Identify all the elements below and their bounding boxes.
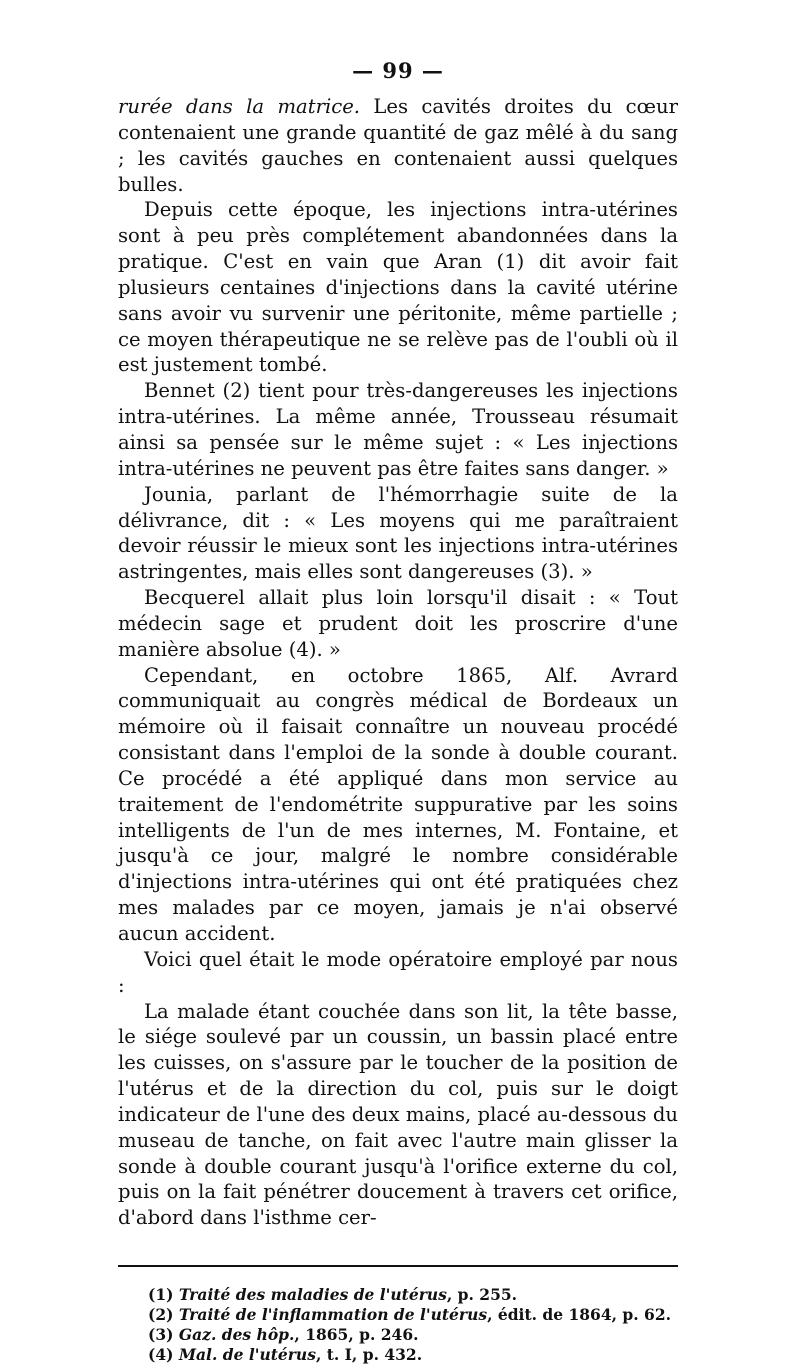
footnote-2-title: Traité de l'inflammation de l'utérus xyxy=(178,1305,488,1325)
footnote-1-number: (1) xyxy=(148,1285,179,1305)
footnote-4 xyxy=(148,1345,678,1365)
footnotes xyxy=(118,1285,678,1365)
paragraph-1 xyxy=(118,94,678,197)
footnote-4-title: Mal. de l'utérus xyxy=(178,1345,316,1365)
footnote-divider xyxy=(118,1265,678,1267)
paragraph-1-italic: rurée dans la matrice. xyxy=(118,95,361,118)
paragraph-8: La malade étant couchée dans son lit, la tête basse, le siége soulevé par un coussin, un bassin placé entre les cuisses, on s'assure par le toucher de la position de l'utérus et de la direction du col, puis sur le doigt indicateur de l'une des deux mains, placé au-dessous du museau de tanche, on fait avec l'autre main glisser la sonde à double courant jusqu'à l'orifice externe du col, puis on la fait pénétrer doucement à travers cet orifice, d'abord dans l'isthme cer- xyxy=(118,999,678,1230)
footnote-1-title: Traité des maladies de l'utérus xyxy=(178,1285,447,1305)
footnote-4-ref: , t. I, p. 432. xyxy=(315,1345,423,1365)
paragraph-7: Voici quel était le mode opératoire employé par nous : xyxy=(118,947,678,997)
paragraph-3: Bennet (2) tient pour très-dangereuses les injections intra-utérines. La même année, Trousseau résumait ainsi sa pensée sur le même sujet : « Les injections intra-utérines ne peuvent pas être faites sans danger. » xyxy=(118,379,678,480)
footnote-1-ref: , p. 255. xyxy=(446,1285,518,1305)
footnote-2-ref: , édit. de 1864, p. 62. xyxy=(487,1305,672,1325)
book-page xyxy=(118,54,678,1365)
footnote-1 xyxy=(148,1285,678,1305)
footnote-3-title: Gaz. des hôp. xyxy=(178,1325,295,1345)
footnote-3-ref: , 1865, p. 246. xyxy=(294,1325,419,1345)
paragraph-4: Jounia, parlant de l'hémorrhagie suite de la délivrance, dit : « Les moyens qui me paraîtraient devoir réussir le mieux sont les injections intra-utérines astringentes, mais elles sont dangereuses (3). » xyxy=(118,482,678,584)
footnote-2-number: (2) xyxy=(148,1305,179,1325)
page-number: — 99 — xyxy=(352,58,444,83)
paragraph-2: Depuis cette époque, les injections intra-utérines sont à peu près complétement abandonnées dans la pratique. C'est en vain que Aran (1) dit avoir fait plusieurs centaines d'injections dans la cavité utérine sans avoir vu survenir une péritonite, même partielle ; ce moyen thérapeutique ne se relève pas de l'oubli où il est justement tombé. xyxy=(118,198,678,377)
footnote-2 xyxy=(148,1305,678,1325)
paragraph-1-text: Les cavités droites du cœur contenaient une grande quantité de gaz mêlé à du sang ; les cavités gauches en contenaient aussi quelques bulles. xyxy=(118,95,679,196)
footnote-3 xyxy=(148,1325,678,1345)
paragraph-6: Cependant, en octobre 1865, Alf. Avrard communiquait au congrès médical de Bordeaux un mémoire où il faisait connaître un nouveau procédé consistant dans l'emploi de la sonde à double courant. Ce procédé a été appliqué dans mon service au traitement de l'endométrite suppurative par les soins intelligents de l'un de mes internes, M. Fontaine, et jusqu'à ce jour, malgré le nombre considérable d'injections intra-utérines qui ont été pratiquées chez mes malades par ce moyen, jamais je n'ai observé aucun accident. xyxy=(118,663,678,945)
body-text xyxy=(118,94,678,1231)
footnote-4-number: (4) xyxy=(148,1345,179,1365)
footnote-3-number: (3) xyxy=(148,1325,179,1345)
paragraph-5: Becquerel allait plus loin lorsqu'il disait : « Tout médecin sage et prudent doit les proscrire d'une manière absolue (4). » xyxy=(118,586,678,661)
